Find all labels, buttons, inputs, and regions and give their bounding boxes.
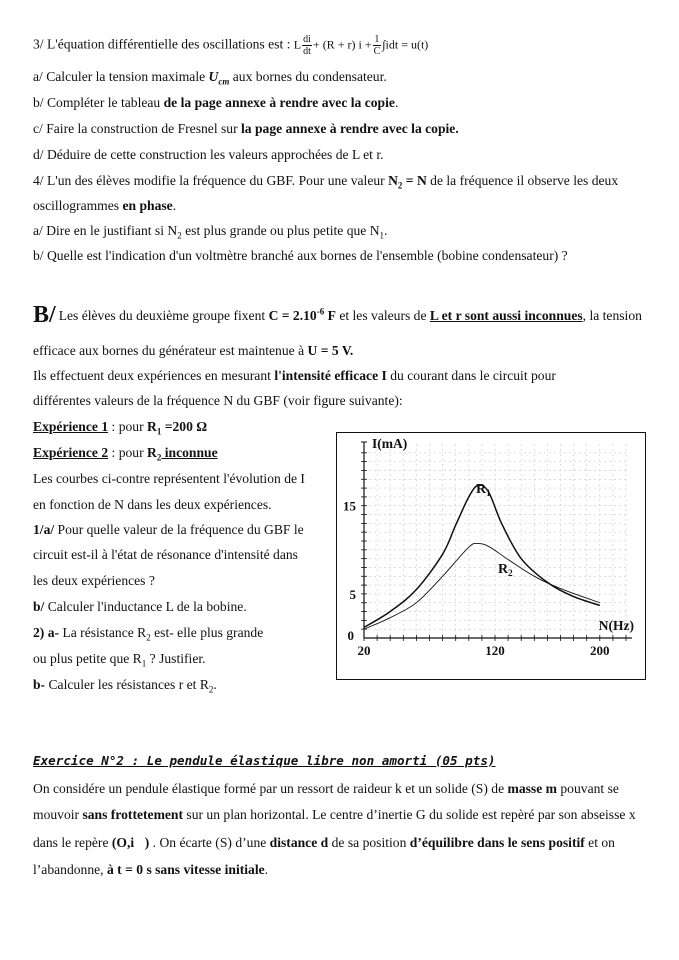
y-axis-label: I(mA) bbox=[372, 436, 408, 451]
eq-fraction-di-dt: $\frac{di}{dt}$ bbox=[303, 34, 311, 57]
q3-intro: 3/ L'équation différentielle des oscillations est : bbox=[33, 36, 294, 52]
curve-r1 bbox=[364, 485, 600, 627]
q4-line1: 4/ L'un des élèves modifie la fréquence du GBF. Pour une valeur $N_2 = N$ de la fréquence il observe les deux bbox=[33, 173, 619, 191]
y-tick-label: 0 bbox=[347, 628, 354, 643]
eq-middle: + (R + r) i + bbox=[312, 37, 372, 52]
x-axis-label: N(Hz) bbox=[598, 618, 634, 633]
q3-d: d/ Déduire de cette construction les valeurs approchées de L et r. bbox=[33, 147, 384, 162]
partB-line3: Ils effectuent deux expériences en mesurant l'intensité efficace I du courant dans le circuit pour bbox=[33, 368, 556, 383]
curve-label-r2: $R_2$ bbox=[498, 562, 513, 578]
eq-inductance: L bbox=[293, 37, 302, 52]
partB-line1: B/ Les élèves du deuxième groupe fixent $C = 2.10^{-6}$ F et les valeurs de L et r sont aussi inconnues, la tension bbox=[33, 302, 642, 328]
x-tick-label: 200 bbox=[590, 643, 610, 658]
curve-r2 bbox=[364, 543, 600, 629]
x-tick-label: 20 bbox=[357, 643, 371, 658]
eq-end: ∫idt = u(t) bbox=[382, 37, 429, 52]
chart-labels bbox=[343, 436, 634, 658]
experience-1: Expérience 1 : pour $R_1 =200$ Ω bbox=[33, 419, 208, 437]
q3-b: b/ Compléter le tableau de la page annexe à rendre avec la copie. bbox=[33, 95, 399, 110]
partB-line8: en fonction de N dans les deux expériences. bbox=[33, 497, 272, 512]
exercise2-title: Exercice N°2 : Le pendule élastique libre non amorti (05 pts) bbox=[33, 753, 496, 768]
chart-curves bbox=[364, 485, 600, 629]
partB-q1a: 1/a/ Pour quelle valeur de la fréquence du GBF le bbox=[33, 522, 304, 537]
partB-line2: efficace aux bornes du générateur est maintenue à U = 5 V. bbox=[33, 343, 354, 358]
experience-2: Expérience 2 : pour $R_2$ inconnue bbox=[33, 445, 218, 463]
q4-line2: oscillogrammes en phase. bbox=[33, 198, 177, 213]
partB-line7: Les courbes ci-contre représentent l'évolution de I bbox=[33, 471, 305, 486]
exercise2-line1: On considére un pendule élastique formé par un ressort de raideur k et un solide (S) de masse m pouvant se bbox=[33, 781, 619, 796]
eq-fraction-one-c: $\frac{1}{C}$ bbox=[373, 34, 381, 57]
partB-heading: B/ bbox=[33, 302, 56, 328]
x-tick-label: 120 bbox=[485, 643, 505, 658]
chart-axes bbox=[361, 442, 632, 638]
exercise2-line2: mouvoir sans frottetement sur un plan horizontal. Le centre d’inertie G du solide est repèré par son abseisse x bbox=[33, 807, 636, 822]
q4-b: b/ Quelle est l'indication d'un voltmètre branché aux bornes de l'ensemble (bobine condensateur) ? bbox=[33, 248, 568, 263]
partB-line4: différentes valeurs de la fréquence N du GBF (voir figure suivante): bbox=[33, 393, 403, 408]
q3-a: a/ Calculer la tension maximale $U_{cm}$ aux bornes du condensateur. bbox=[33, 69, 387, 87]
exercise2-line3: dans le repère (O,i⃗) . On écarte (S) d’une distance d de sa position d’équilibre dans le sens positif et on bbox=[33, 835, 615, 850]
q3-equation-line bbox=[33, 34, 428, 57]
intensity-frequency-chart bbox=[336, 432, 646, 680]
y-tick-label: 5 bbox=[349, 586, 356, 602]
q4-a: a/ Dire en le justifiant si $N_2$ est plus grande ou plus petite que $N_1$. bbox=[33, 223, 388, 241]
q3-c: c/ Faire la construction de Fresnel sur la page annexe à rendre avec la copie. bbox=[33, 121, 459, 136]
partB-line14: ou plus petite que $R_1$ ? Justifier. bbox=[33, 651, 206, 669]
partB-q2a: 2) a- La résistance $R_2$ est- elle plus grande bbox=[33, 625, 264, 643]
partB-line10: circuit est-il à l'état de résonance d'intensité dans bbox=[33, 547, 298, 562]
partB-line11: les deux expériences ? bbox=[33, 573, 155, 588]
partB-q1b: b/ Calculer l'inductance L de la bobine. bbox=[33, 599, 247, 614]
exercise2-line4: l’abandonne, à t = 0 s sans vitesse initiale. bbox=[33, 862, 269, 877]
partB-q2b: b- Calculer les résistances r et $R_2$. bbox=[33, 677, 217, 695]
y-tick-label: 15 bbox=[343, 498, 356, 514]
curve-label-r1: $R_1$ bbox=[476, 482, 491, 498]
chart-grid bbox=[364, 444, 626, 638]
